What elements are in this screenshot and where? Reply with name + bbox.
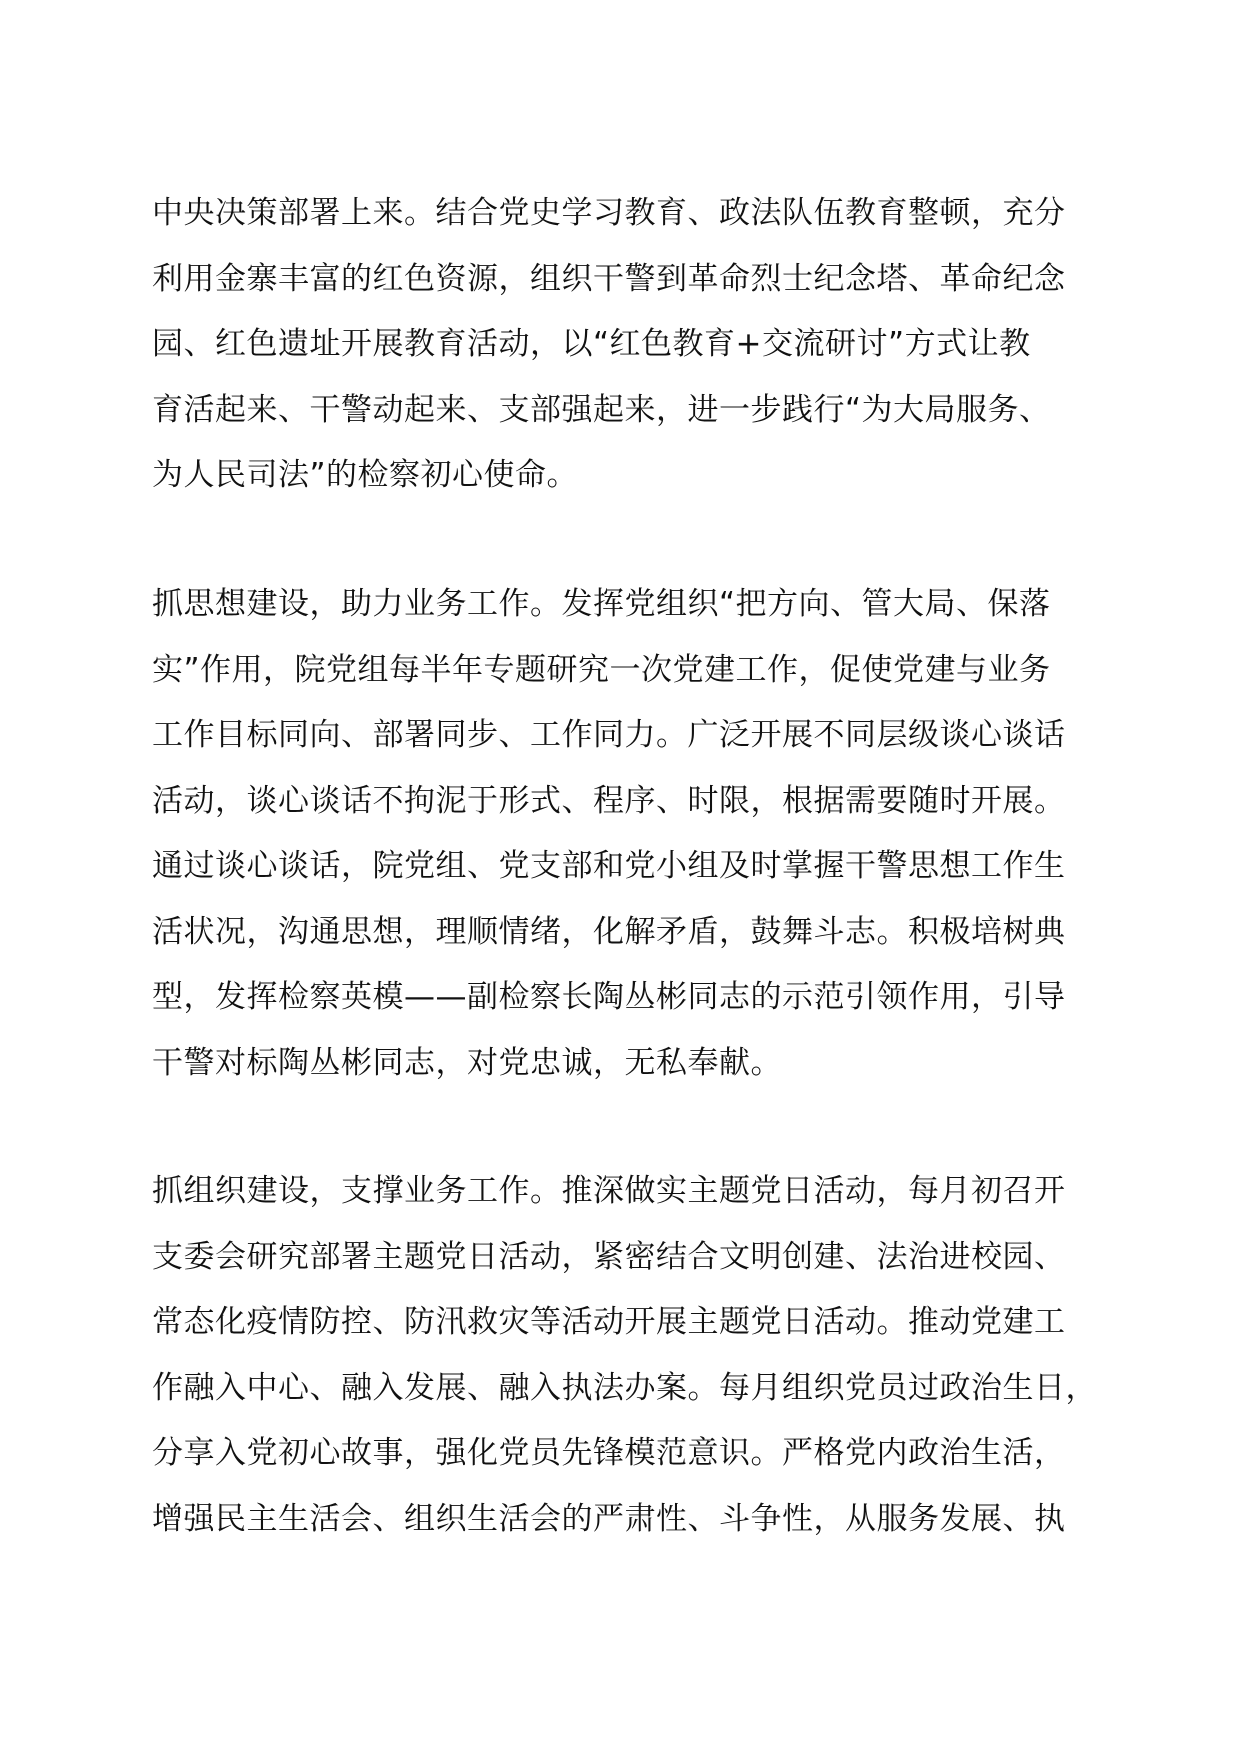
text-line: 育活起来、干警动起来、支部强起来，进一步践行“为大局服务、 [152, 391, 1051, 428]
text-line: 支委会研究部署主题党日活动，紧密结合文明创建、法治进校园、 [152, 1238, 1066, 1275]
paragraph-party-history-education [152, 181, 1088, 509]
text-line: 常态化疫情防控、防汛救灾等活动开展主题党日活动。推动党建工 [152, 1304, 1066, 1340]
paragraph-ideological-building [152, 572, 1088, 1096]
text-line: 分享入党初心故事，强化党员先锋模范意识。严格党内政治生活， [152, 1435, 1066, 1471]
text-line: 活动，谈心谈话不拘泥于形式、程序、时限，根据需要随时开展。 [152, 782, 1066, 819]
text-line: 抓组织建设，支撑业务工作。推深做实主题党日活动，每月初召开 [152, 1173, 1066, 1209]
text-line: 为人民司法”的检察初心使命。 [152, 457, 579, 493]
text-line: 活状况，沟通思想，理顺情绪，化解矛盾，鼓舞斗志。积极培树典 [152, 913, 1066, 950]
paragraph-organizational-building [152, 1159, 1097, 1552]
text-line: 作融入中心、融入发展、融入执法办案。每月组织党员过政治生日， [152, 1369, 1097, 1406]
text-line: 通过谈心谈话，院党组、党支部和党小组及时掌握干警思想工作生 [152, 848, 1066, 884]
text-line: 利用金寨丰富的红色资源，组织干警到革命烈士纪念塔、革命纪念 [152, 260, 1066, 297]
text-line: 抓思想建设，助力业务工作。发挥党组织“把方向、管大局、保落 [152, 586, 1051, 622]
text-line: 中央决策部署上来。结合党史学习教育、政法队伍教育整顿，充分 [152, 195, 1066, 231]
text-line: 工作目标同向、部署同步、工作同力。广泛开展不同层级谈心谈话 [152, 717, 1066, 753]
text-line: 增强民主生活会、组织生活会的严肃性、斗争性，从服务发展、执 [152, 1500, 1066, 1537]
text-line: 实”作用，院党组每半年专题研究一次党建工作，促使党建与业务 [152, 651, 1051, 688]
text-line: 干警对标陶丛彬同志，对党忠诚，无私奉献。 [152, 1044, 782, 1081]
text-line: 型，发挥检察英模——副检察长陶丛彬同志的示范引领作用，引导 [152, 979, 1066, 1015]
text-line: 园、红色遗址开展教育活动，以“红色教育+交流研讨”方式让教 [152, 326, 1031, 362]
